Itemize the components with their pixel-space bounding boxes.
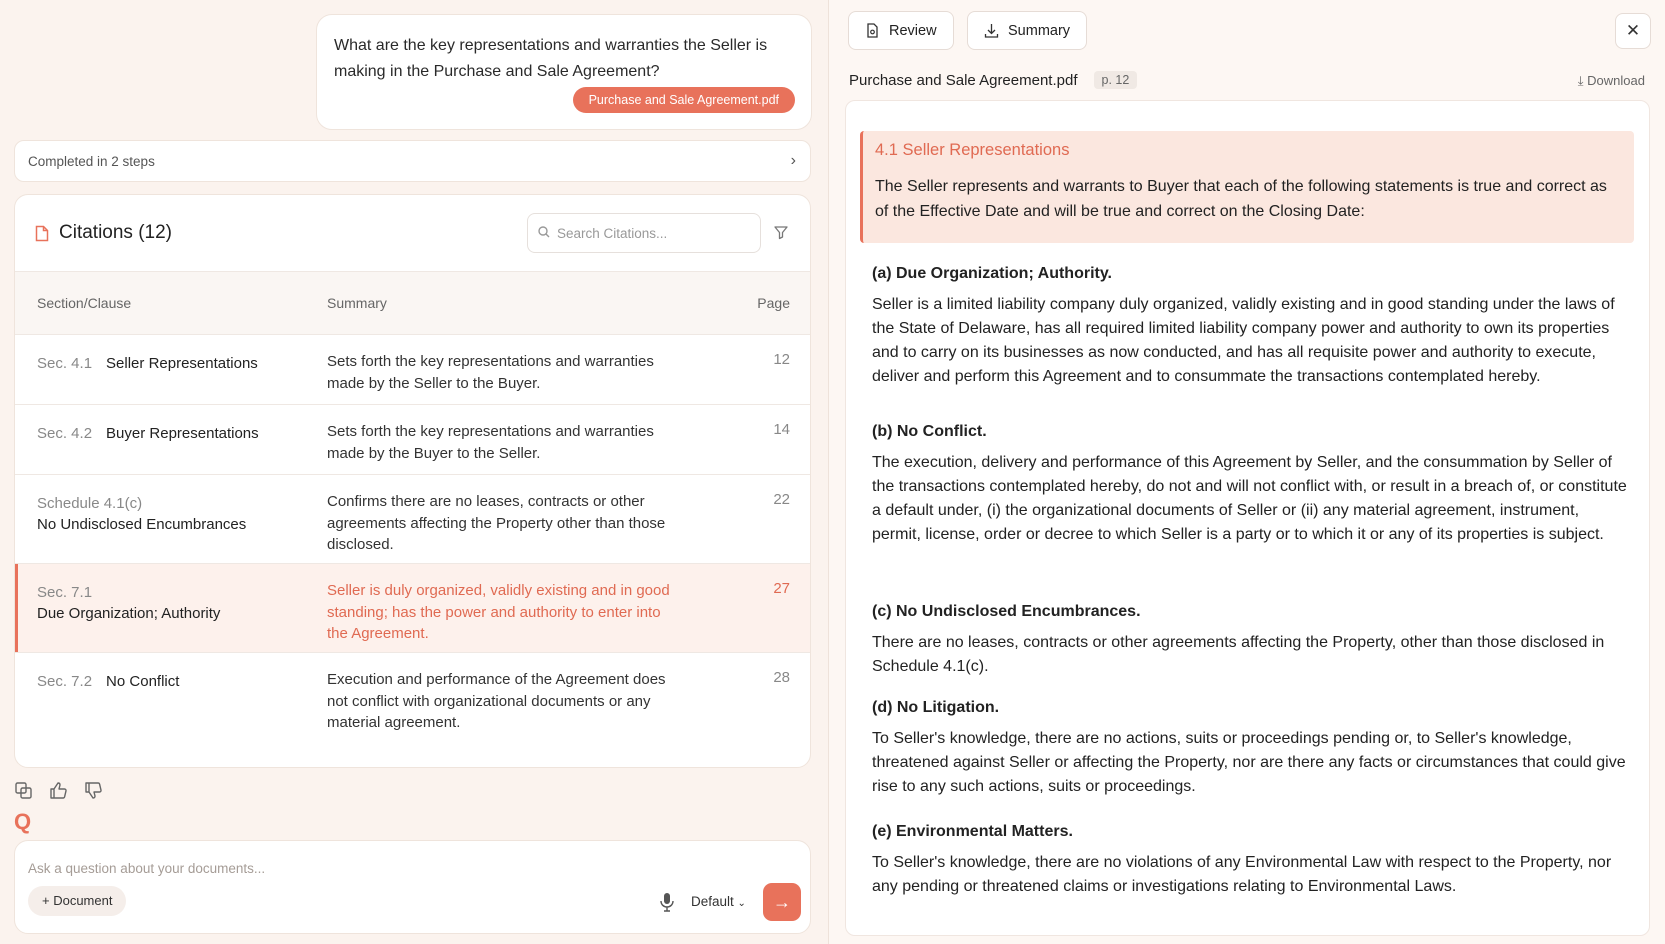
chevron-down-icon: ⌄ [737, 898, 746, 909]
review-icon [865, 23, 880, 38]
clause-d [872, 699, 1632, 799]
table-row-selected[interactable] [15, 564, 810, 653]
clause-b [872, 423, 1632, 547]
section-name: Due Organization; Authority [37, 605, 221, 622]
review-label: Review [889, 22, 937, 39]
search-citations-input[interactable] [527, 213, 761, 253]
clause-text: To Seller's knowledge, there are no violations of any Environmental Law with respect to the Property, nor any pending or threatened claims or investigations relating to Environmental Laws. [872, 854, 1612, 895]
document-page [845, 100, 1650, 936]
copy-icon[interactable] [14, 781, 33, 800]
thumbs-down-icon[interactable] [84, 781, 103, 800]
file-name: Purchase and Sale Agreement.pdf [849, 71, 1078, 89]
row-page: 28 [773, 669, 790, 686]
table-row[interactable] [15, 475, 810, 564]
clause-text: There are no leases, contracts or other agreements affecting the Property, other than those disclosed in Schedule 4.1(c). [872, 634, 1605, 675]
message-actions [14, 781, 103, 800]
clause-heading: (b) No Conflict. [872, 423, 987, 440]
clause-text: The execution, delivery and performance of this Agreement by Seller, and the consummation by Seller of the transactions contemplated hereby, do not and will not conflict with, or result in a breach of, or constitute a default under, (i) the organizational documents of Seller or (ii) any material agreement, instrument, permit, license, order or decree to which Seller is a party or to which it or any of its properties is subject. [872, 454, 1627, 543]
row-section [37, 671, 317, 692]
row-summary: Execution and performance of the Agreement does not conflict with organizational documents or any material agreement. [327, 671, 666, 731]
review-button[interactable] [848, 11, 954, 50]
section-name: Buyer Representations [106, 425, 259, 442]
summary-button[interactable] [967, 11, 1087, 50]
clause-text: Seller is a limited liability company duly organized, validly existing and in good standing under the laws of the State of Delaware, has all required limited liability company power and authority to own its properties and to carry on its businesses as now conducted, and has all requisite power and authority to execute, deliver and perform this Agreement and to consummate the transactions contemplated hereby. [872, 296, 1615, 385]
question-input[interactable]: Ask a question about your documents... [28, 861, 266, 876]
user-question-bubble [316, 14, 812, 130]
mic-icon[interactable] [659, 892, 675, 912]
download-button[interactable] [1578, 73, 1645, 89]
highlighted-section [860, 131, 1634, 243]
row-section [37, 493, 317, 535]
send-button[interactable] [763, 883, 801, 921]
search-placeholder: Search Citations... [557, 225, 668, 241]
question-text: What are the key representations and warranties the Seller is making in the Purchase and Sale Agreement? [334, 37, 768, 80]
column-page: Page [757, 295, 790, 311]
add-document-button[interactable]: + Document [28, 886, 126, 916]
table-row[interactable] [15, 653, 810, 745]
download-icon: ⤓ [1577, 73, 1584, 88]
file-info [849, 71, 1137, 89]
highlight-text: The Seller represents and warrants to Buyer that each of the following statements is true and correct as of the Effective Date and will be true and correct on the Closing Date: [875, 178, 1607, 220]
table-row[interactable] [15, 335, 810, 405]
row-page: 22 [773, 491, 790, 508]
clause-text: To Seller's knowledge, there are no actions, suits or proceedings pending or, to Seller's knowledge, threatened against Seller or affecting the Property, nor are there any facts or circumstances that could give rise to any such actions, suits or proceedings. [872, 730, 1626, 795]
citations-table-header [15, 271, 810, 335]
clause-c [872, 603, 1632, 679]
section-name: No Conflict [106, 673, 180, 690]
section-number: Sec. 7.1 [37, 584, 93, 601]
assistant-logo: Q [14, 809, 32, 834]
download-label: Download [1587, 73, 1645, 88]
clause-e [872, 823, 1632, 899]
row-section [37, 582, 317, 624]
clause-heading: (a) Due Organization; Authority. [872, 265, 1112, 282]
download-icon [984, 23, 999, 38]
clause-a [872, 265, 1632, 389]
arrow-right-icon: → [773, 891, 791, 912]
row-section [37, 353, 317, 374]
row-section [37, 423, 317, 444]
model-selector[interactable] [691, 894, 746, 909]
message-composer [14, 840, 811, 934]
page-tag: p. 12 [1094, 71, 1138, 89]
section-number: Sec. 7.2 [37, 673, 93, 690]
citations-header [15, 195, 810, 271]
search-icon [538, 226, 550, 241]
row-summary: Seller is duly organized, validly existing and in good standing; has the power and authority to enter into the Agreement. [327, 582, 670, 642]
row-page: 14 [773, 421, 790, 438]
clause-heading: (e) Environmental Matters. [872, 823, 1073, 840]
document-viewer [828, 0, 1665, 944]
close-button[interactable] [1615, 13, 1651, 49]
table-row[interactable] [15, 405, 810, 475]
section-name: Seller Representations [106, 355, 258, 372]
column-summary: Summary [327, 295, 387, 311]
filter-icon[interactable] [773, 224, 789, 240]
thumbs-up-icon[interactable] [49, 781, 68, 800]
citations-title: Citations (12) [59, 222, 172, 243]
row-summary: Sets forth the key representations and warranties made by the Buyer to the Seller. [327, 423, 654, 462]
document-icon [35, 225, 49, 242]
model-label: Default [691, 894, 734, 909]
section-number: Sec. 4.1 [37, 355, 93, 372]
row-page: 27 [773, 580, 790, 597]
close-icon: ✕ [1625, 21, 1641, 40]
chat-pane [0, 0, 828, 944]
steps-summary[interactable] [14, 140, 811, 182]
steps-label: Completed in 2 steps [28, 153, 155, 169]
row-page: 12 [773, 351, 790, 368]
highlight-title: 4.1 Seller Representations [875, 141, 1070, 159]
summary-label: Summary [1008, 22, 1071, 39]
row-summary: Sets forth the key representations and warranties made by the Seller to the Buyer. [327, 353, 654, 392]
section-number: Sec. 4.2 [37, 425, 93, 442]
column-section: Section/Clause [37, 295, 132, 311]
attachment-pill[interactable]: Purchase and Sale Agreement.pdf [573, 87, 795, 113]
section-name: No Undisclosed Encumbrances [37, 516, 247, 533]
section-number: Schedule 4.1(c) [37, 495, 143, 512]
clause-heading: (c) No Undisclosed Encumbrances. [872, 603, 1141, 620]
chevron-right-icon: › [790, 152, 796, 169]
clause-heading: (d) No Litigation. [872, 699, 1000, 716]
row-summary: Confirms there are no leases, contracts or other agreements affecting the Property other than those disclosed. [327, 493, 666, 553]
citations-panel [14, 194, 811, 768]
